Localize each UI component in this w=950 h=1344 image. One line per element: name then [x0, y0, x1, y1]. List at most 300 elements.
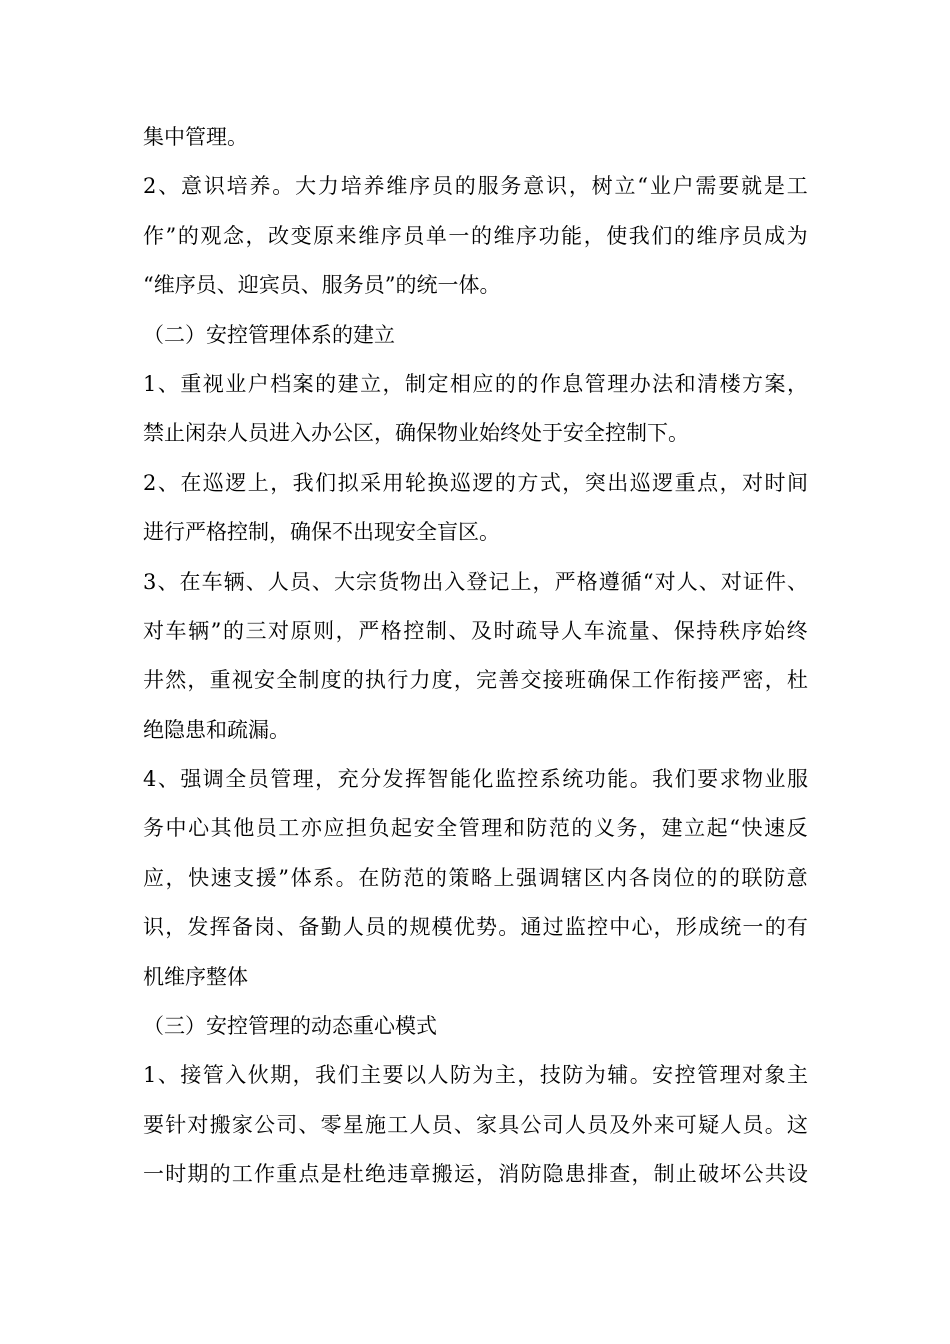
- glyph: 员: [247, 767, 269, 792]
- glyph: 服: [477, 174, 499, 199]
- glyph: 防: [764, 865, 786, 890]
- glyph: 三: [245, 618, 267, 643]
- glyph: 施: [365, 1112, 387, 1137]
- glyph: 人: [427, 1063, 449, 1088]
- glyph: 员: [431, 1112, 453, 1137]
- glyph: 方: [517, 470, 539, 495]
- glyph: 规: [409, 915, 431, 940]
- glyph: ，: [315, 767, 337, 792]
- glyph: 点: [697, 470, 719, 495]
- glyph: 防: [526, 816, 548, 841]
- glyph: 的: [209, 1162, 231, 1187]
- glyph: 上: [493, 865, 515, 890]
- glyph: 重: [674, 470, 696, 495]
- glyph: 重: [180, 371, 202, 396]
- glyph: 系: [539, 767, 561, 792]
- text-line: [143, 656, 808, 705]
- glyph: 入: [444, 569, 466, 594]
- glyph: 度: [320, 668, 342, 693]
- glyph: 秩: [718, 618, 740, 643]
- glyph: 一: [742, 915, 764, 940]
- glyph: 发: [382, 767, 404, 792]
- glyph: 工: [387, 1112, 409, 1137]
- glyph: 备: [298, 915, 320, 940]
- glyph: 办: [629, 371, 651, 396]
- glyph: 控: [674, 1063, 696, 1088]
- glyph: 度: [431, 668, 453, 693]
- glyph: 培: [340, 174, 362, 199]
- glyph: 证: [742, 569, 764, 594]
- glyph: 档: [270, 371, 292, 396]
- glyph: 工: [786, 174, 808, 199]
- glyph: 作: [143, 223, 164, 248]
- glyph: 维: [386, 174, 408, 199]
- glyph: 公: [254, 1112, 276, 1137]
- glyph: 违: [387, 1162, 409, 1187]
- glyph: 善: [498, 668, 520, 693]
- glyph: 车: [583, 618, 605, 643]
- glyph: 设: [786, 1162, 808, 1187]
- glyph: 接: [698, 668, 720, 693]
- glyph: 能: [449, 767, 471, 792]
- glyph: 序: [516, 223, 538, 248]
- glyph: 防: [449, 1063, 471, 1088]
- glyph: 优: [453, 915, 475, 940]
- glyph: 严: [720, 668, 742, 693]
- glyph: 、: [157, 569, 179, 594]
- glyph: 行: [387, 668, 409, 693]
- glyph: 反: [786, 816, 808, 841]
- glyph: 然: [165, 668, 187, 693]
- glyph: 来: [653, 1112, 675, 1137]
- glyph: 快: [741, 816, 763, 841]
- glyph: 章: [409, 1162, 431, 1187]
- glyph: 宗: [356, 569, 377, 594]
- glyph: 使: [606, 223, 628, 248]
- glyph: 上: [247, 470, 269, 495]
- glyph: 亦: [300, 816, 322, 841]
- glyph: 统: [562, 767, 584, 792]
- glyph: 速: [764, 816, 786, 841]
- glyph: 患: [564, 1162, 586, 1187]
- glyph: 勤: [320, 915, 342, 940]
- glyph: 势: [476, 915, 498, 940]
- glyph: 们: [651, 223, 673, 248]
- glyph: 家: [476, 1112, 498, 1137]
- glyph: 。: [629, 1063, 651, 1088]
- glyph: 监: [564, 915, 586, 940]
- glyph: 保: [609, 668, 631, 693]
- text-line: [143, 459, 808, 508]
- glyph: 。: [629, 767, 651, 792]
- glyph: 息: [562, 371, 584, 396]
- glyph: 、: [157, 1063, 179, 1088]
- glyph: 共: [764, 1162, 786, 1187]
- glyph: 确: [587, 668, 609, 693]
- glyph: 坏: [720, 1162, 742, 1187]
- glyph: 化: [472, 767, 494, 792]
- glyph: 这: [786, 1112, 808, 1137]
- glyph: 星: [342, 1112, 364, 1137]
- glyph: 流: [606, 618, 628, 643]
- glyph: 班: [564, 668, 586, 693]
- glyph: 内: [606, 865, 628, 890]
- glyph: 作: [254, 1162, 276, 1187]
- glyph: 的: [517, 371, 539, 396]
- glyph: 调: [202, 767, 224, 792]
- glyph: ，: [568, 174, 590, 199]
- glyph: 严: [554, 569, 576, 594]
- glyph: 隐: [542, 1162, 564, 1187]
- glyph: 各: [628, 865, 650, 890]
- glyph: 速: [210, 865, 232, 890]
- glyph: 、: [157, 371, 179, 396]
- glyph: 轮: [405, 470, 426, 495]
- glyph: 车: [165, 618, 187, 643]
- glyph: 员: [365, 915, 387, 940]
- glyph: 司: [276, 1112, 298, 1137]
- glyph: 对: [720, 569, 742, 594]
- glyph: 执: [365, 668, 387, 693]
- glyph: 们: [337, 1063, 359, 1088]
- glyph: 全: [276, 668, 298, 693]
- glyph: “: [637, 174, 648, 199]
- glyph: 可: [675, 1112, 697, 1137]
- glyph: 制: [405, 371, 426, 396]
- text-line: [143, 1150, 808, 1199]
- glyph: 务: [500, 174, 522, 199]
- glyph: 楼: [719, 371, 741, 396]
- glyph: 一: [448, 223, 470, 248]
- glyph: ，: [719, 470, 741, 495]
- glyph: 对: [654, 569, 676, 594]
- glyph: 快: [188, 865, 210, 890]
- glyph: 要: [382, 1063, 404, 1088]
- text-line: 进行严格控制，确保不出现安全盲区。: [143, 520, 500, 545]
- glyph: ”: [210, 618, 222, 643]
- glyph: 略: [470, 865, 492, 890]
- glyph: 联: [741, 865, 763, 890]
- glyph: 4: [143, 767, 157, 792]
- glyph: 单: [425, 223, 447, 248]
- glyph: 3: [143, 569, 157, 594]
- glyph: 充: [337, 767, 359, 792]
- glyph: 记: [488, 569, 510, 594]
- glyph: 就: [741, 174, 763, 199]
- glyph: 制: [653, 1162, 675, 1187]
- glyph: 伙: [247, 1063, 269, 1088]
- glyph: 对: [143, 618, 164, 643]
- glyph: 的: [696, 865, 718, 890]
- glyph: 、: [448, 618, 470, 643]
- glyph: 立: [360, 371, 382, 396]
- glyph: 应: [472, 371, 494, 396]
- glyph: 人: [342, 915, 364, 940]
- glyph: 备: [231, 915, 253, 940]
- glyph: 维: [493, 223, 515, 248]
- document-page: [143, 113, 808, 1200]
- glyph: 搬: [431, 1162, 453, 1187]
- text-line: [143, 804, 808, 853]
- glyph: 、: [276, 915, 298, 940]
- glyph: 全: [225, 767, 247, 792]
- glyph: 人: [564, 1112, 586, 1137]
- glyph: 公: [520, 1112, 542, 1137]
- glyph: ，: [187, 668, 209, 693]
- glyph: 期: [187, 1162, 209, 1187]
- glyph: 时: [165, 1162, 187, 1187]
- glyph: 在: [358, 865, 380, 890]
- glyph: 外: [631, 1112, 653, 1137]
- text-line: [143, 212, 808, 261]
- glyph: 人: [676, 569, 698, 594]
- glyph: 间: [786, 470, 808, 495]
- glyph: 安: [652, 1063, 674, 1088]
- glyph: 是: [763, 174, 785, 199]
- glyph: 服: [786, 767, 808, 792]
- glyph: 观: [200, 223, 222, 248]
- glyph: 养: [249, 174, 271, 199]
- glyph: 心: [188, 816, 210, 841]
- glyph: 辆: [188, 618, 210, 643]
- glyph: 防: [562, 1063, 584, 1088]
- glyph: ，: [786, 371, 808, 396]
- glyph: 管: [458, 816, 480, 841]
- glyph: 担: [345, 816, 367, 841]
- glyph: 突: [584, 470, 606, 495]
- glyph: 工: [278, 816, 300, 841]
- glyph: ，: [532, 569, 554, 594]
- glyph: 对: [187, 1112, 209, 1137]
- glyph: 力: [409, 668, 431, 693]
- glyph: 和: [674, 371, 696, 396]
- glyph: 。: [498, 915, 520, 940]
- glyph: 通: [520, 915, 542, 940]
- glyph: 格: [380, 618, 402, 643]
- glyph: 密: [742, 668, 764, 693]
- glyph: 业: [225, 371, 247, 396]
- glyph: 全: [436, 816, 458, 841]
- glyph: 的: [454, 174, 476, 199]
- glyph: 用: [382, 470, 404, 495]
- glyph: 区: [583, 865, 605, 890]
- glyph: 逻: [472, 470, 494, 495]
- glyph: 运: [453, 1162, 475, 1187]
- glyph: ，: [764, 668, 786, 693]
- glyph: ，: [517, 1063, 539, 1088]
- glyph: 序: [741, 618, 763, 643]
- glyph: 为: [584, 1063, 606, 1088]
- glyph: 的: [387, 915, 409, 940]
- glyph: 上: [510, 569, 532, 594]
- glyph: 要: [143, 1112, 164, 1137]
- glyph: 零: [320, 1112, 342, 1137]
- glyph: ，: [639, 816, 661, 841]
- glyph: 员: [587, 1112, 609, 1137]
- glyph: 1: [143, 1063, 157, 1088]
- glyph: 家: [231, 1112, 253, 1137]
- glyph: 导: [538, 618, 560, 643]
- glyph: 员: [403, 223, 425, 248]
- glyph: 挥: [405, 767, 426, 792]
- text-line: 绝隐患和疏漏。: [143, 717, 290, 742]
- glyph: 、: [787, 569, 808, 594]
- glyph: 的: [222, 618, 244, 643]
- glyph: 人: [720, 1112, 742, 1137]
- glyph: 及: [609, 1112, 631, 1137]
- glyph: 序: [718, 223, 740, 248]
- glyph: 物: [742, 767, 764, 792]
- glyph: 搬: [209, 1112, 231, 1137]
- glyph: 查: [609, 1162, 631, 1187]
- glyph: 员: [741, 223, 763, 248]
- glyph: ，: [165, 915, 187, 940]
- glyph: 的: [315, 371, 337, 396]
- glyph: 识: [203, 174, 225, 199]
- glyph: 有: [786, 915, 808, 940]
- glyph: 员: [255, 816, 277, 841]
- section-heading: （三）安控管理的动态重心模式: [143, 1014, 437, 1039]
- glyph: 培: [226, 174, 248, 199]
- glyph: 们: [315, 470, 337, 495]
- glyph: 挥: [209, 915, 231, 940]
- glyph: 位: [673, 865, 695, 890]
- glyph: ，: [476, 1162, 498, 1187]
- glyph: 出: [607, 470, 629, 495]
- glyph: 相: [449, 371, 471, 396]
- glyph: 循: [620, 569, 642, 594]
- glyph: 应: [323, 816, 345, 841]
- glyph: 理: [719, 1063, 741, 1088]
- text-line: [143, 755, 808, 804]
- glyph: 能: [607, 767, 629, 792]
- glyph: 户: [672, 174, 694, 199]
- glyph: 2: [143, 174, 157, 199]
- glyph: 象: [764, 1063, 786, 1088]
- glyph: 辖: [561, 865, 583, 890]
- glyph: 逻: [652, 470, 674, 495]
- glyph: 应: [143, 865, 164, 890]
- glyph: 为: [472, 1063, 494, 1088]
- glyph: 量: [628, 618, 650, 643]
- glyph: 维: [696, 223, 718, 248]
- glyph: 视: [231, 668, 253, 693]
- glyph: 识: [143, 915, 164, 940]
- glyph: 在: [180, 470, 202, 495]
- glyph: 意: [786, 865, 808, 890]
- glyph: 、: [298, 1112, 320, 1137]
- glyph: 识: [546, 174, 567, 199]
- glyph: 针: [165, 1112, 187, 1137]
- glyph: 建: [337, 371, 359, 396]
- glyph: 发: [187, 915, 209, 940]
- glyph: ，: [292, 1063, 314, 1088]
- glyph: 消: [498, 1162, 520, 1187]
- glyph: 井: [143, 668, 164, 693]
- glyph: 控: [517, 767, 539, 792]
- glyph: 来: [335, 223, 357, 248]
- glyph: 强: [516, 865, 538, 890]
- glyph: 理: [481, 816, 503, 841]
- glyph: 入: [225, 1063, 247, 1088]
- glyph: 要: [718, 174, 740, 199]
- text-line: [143, 1051, 808, 1100]
- glyph: 货: [378, 569, 400, 594]
- glyph: 辅: [607, 1063, 629, 1088]
- section-heading: （二）安控管理体系的建立: [143, 322, 395, 347]
- glyph: 监: [494, 767, 516, 792]
- glyph: 户: [247, 371, 269, 396]
- glyph: 范: [548, 816, 570, 841]
- glyph: 岗: [254, 915, 276, 940]
- glyph: 意: [181, 174, 202, 199]
- glyph: 理: [292, 767, 314, 792]
- glyph: 完: [476, 668, 498, 693]
- glyph: ，: [453, 668, 475, 693]
- glyph: 是: [320, 1162, 342, 1187]
- glyph: ”: [278, 865, 290, 890]
- glyph: 为: [786, 223, 808, 248]
- glyph: 、: [158, 174, 180, 199]
- glyph: 需: [695, 174, 717, 199]
- glyph: 、: [157, 470, 179, 495]
- glyph: ，: [631, 1162, 653, 1187]
- glyph: 和: [503, 816, 525, 841]
- glyph: 养: [363, 174, 385, 199]
- glyph: 巡: [449, 470, 471, 495]
- glyph: 的: [764, 915, 786, 940]
- text-line: [143, 360, 808, 409]
- text-line: [143, 903, 808, 952]
- glyph: 制: [298, 668, 320, 693]
- glyph: 负: [368, 816, 390, 841]
- glyph: 车: [201, 569, 223, 594]
- glyph: ，: [335, 618, 357, 643]
- glyph: 司: [542, 1112, 564, 1137]
- glyph: 维: [358, 223, 380, 248]
- glyph: 务: [143, 816, 164, 841]
- glyph: 法: [652, 371, 674, 396]
- glyph: 分: [360, 767, 382, 792]
- glyph: 强: [180, 767, 202, 792]
- glyph: 的: [718, 865, 740, 890]
- glyph: ，: [562, 470, 584, 495]
- glyph: ，: [245, 223, 267, 248]
- glyph: 巡: [629, 470, 651, 495]
- glyph: 则: [313, 618, 335, 643]
- glyph: 的: [571, 816, 593, 841]
- glyph: “: [729, 816, 740, 841]
- glyph: 调: [538, 865, 560, 890]
- text-line: 禁止闲杂人员进入办公区，确保物业始终处于安全控制下。: [143, 421, 689, 446]
- glyph: 原: [313, 223, 335, 248]
- glyph: 人: [267, 569, 289, 594]
- glyph: 岗: [651, 865, 673, 890]
- glyph: 、: [311, 569, 333, 594]
- glyph: 控: [587, 915, 609, 940]
- glyph: 我: [315, 1063, 337, 1088]
- glyph: 采: [360, 470, 382, 495]
- glyph: 物: [400, 569, 422, 594]
- text-line: [143, 607, 808, 656]
- glyph: 序: [380, 223, 402, 248]
- glyph: 严: [358, 618, 380, 643]
- glyph: 业: [649, 174, 671, 199]
- glyph: 时: [493, 618, 515, 643]
- glyph: 管: [584, 371, 606, 396]
- glyph: 案: [764, 371, 786, 396]
- glyph: 作: [539, 371, 561, 396]
